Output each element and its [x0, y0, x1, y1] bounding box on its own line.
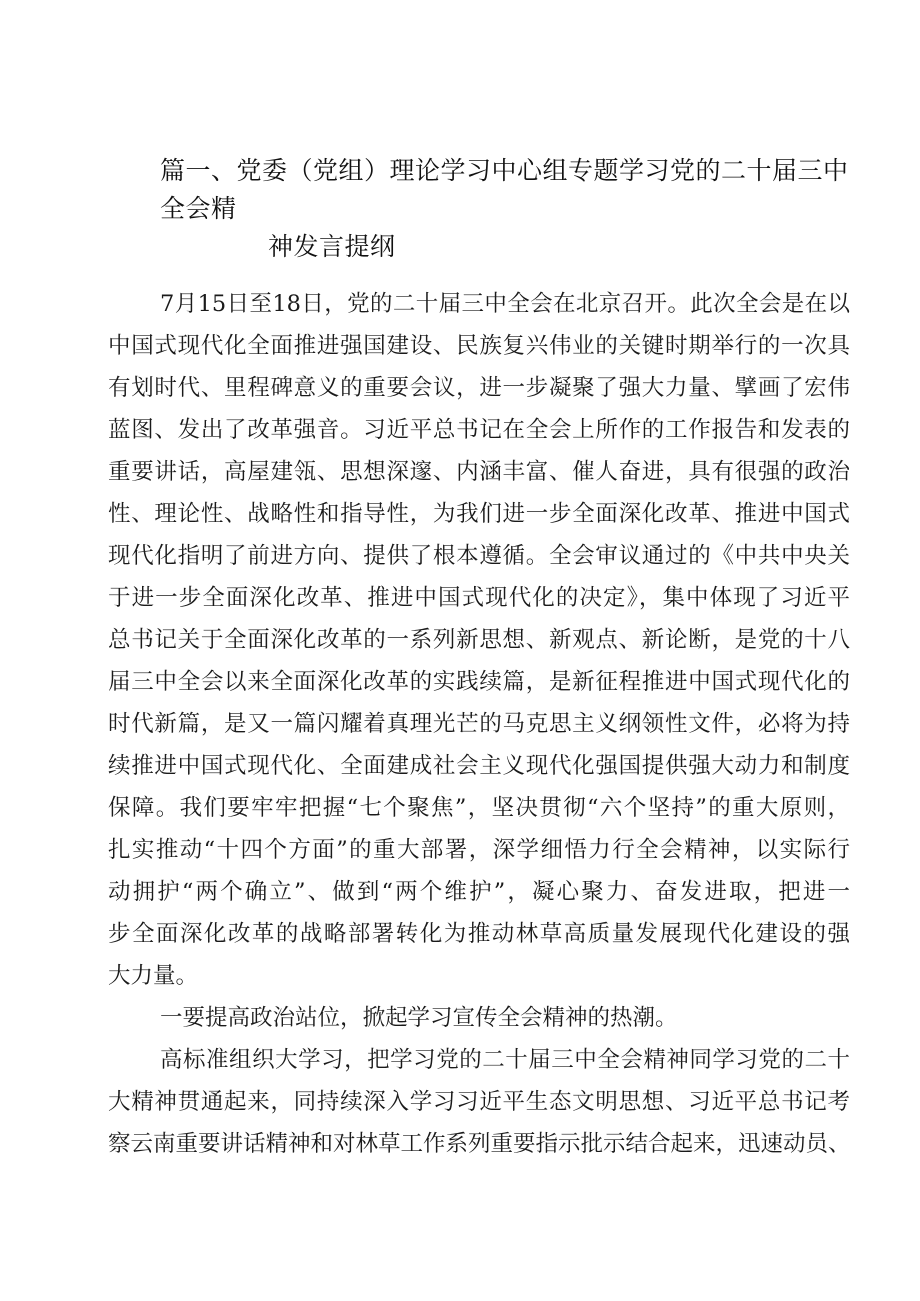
document-title: [160, 152, 850, 266]
paragraph-line: 届三中全会以来全面深化改革的实践续篇，是新征程推进中国式现代化的: [108, 669, 850, 695]
title-line-1: 篇一、党委（党组）理论学习中心组专题学习党的二十届三中全会精: [160, 156, 849, 223]
paragraph-line: 保障。我们要牢牢把握“七个聚焦”，坚决贯彻“六个坚持”的重大原则，: [108, 795, 850, 821]
paragraph-line: 7月15日至18日，党的二十届三中全会在北京召开。此次全会是在以: [160, 291, 850, 317]
paragraph: [108, 997, 850, 1039]
paragraph-line: 有划时代、里程碑意义的重要会议，进一步凝聚了强大力量、擘画了宏伟: [108, 375, 850, 401]
paragraph-line: 步全面深化改革的战略部署转化为推动林草高质量发展现代化建设的强: [108, 921, 850, 947]
paragraph-line: 于进一步全面深化改革、推进中国式现代化的决定》，集中体现了习近平: [108, 585, 850, 611]
paragraph-line: 动拥护“两个确立”、做到“两个维护”，凝心聚力、奋发进取，把进一: [108, 879, 850, 905]
paragraph-line: 大精神贯通起来，同持续深入学习习近平生态文明思想、习近平总书记考: [108, 1089, 850, 1115]
paragraph-line: 中国式现代化全面推进强国建设、民族复兴伟业的关键时期举行的一次具: [108, 333, 850, 359]
paragraph-line: 察云南重要讲话精神和对林草工作系列重要指示批示结合起来，迅速动员、: [108, 1131, 851, 1157]
paragraph: [108, 283, 850, 997]
paragraph-line: 大力量。: [108, 963, 199, 989]
paragraph-line: 续推进中国式现代化、全面建成社会主义现代化强国提供强大动力和制度: [108, 753, 850, 779]
paragraph: [108, 1039, 850, 1165]
paragraph-line: 扎实推动“十四个方面”的重大部署，深学细悟力行全会精神，以实际行: [108, 837, 850, 863]
paragraph-line: 现代化指明了前进方向、提供了根本遵循。全会审议通过的《中共中央关: [108, 543, 850, 569]
document-body: [108, 283, 850, 1165]
paragraph-line: 重要讲话，高屋建瓴、思想深邃、内涵丰富、催人奋进，具有很强的政治: [108, 459, 850, 485]
paragraph-line: 时代新篇，是又一篇闪耀着真理光芒的马克思主义纲领性文件，必将为持: [108, 711, 850, 737]
title-line-2: 神发言提纲: [268, 232, 396, 261]
paragraph-line: 性、理论性、战略性和指导性，为我们进一步全面深化改革、推进中国式: [108, 501, 850, 527]
paragraph-line: 总书记关于全面深化改革的一系列新思想、新观点、新论断，是党的十八: [108, 627, 850, 653]
paragraph-line: 蓝图、发出了改革强音。习近平总书记在全会上所作的工作报告和发表的: [108, 417, 850, 443]
paragraph-line: 高标准组织大学习，把学习党的二十届三中全会精神同学习党的二十: [160, 1047, 850, 1073]
paragraph-line: 一要提高政治站位，掀起学习宣传全会精神的热潮。: [160, 1005, 678, 1031]
